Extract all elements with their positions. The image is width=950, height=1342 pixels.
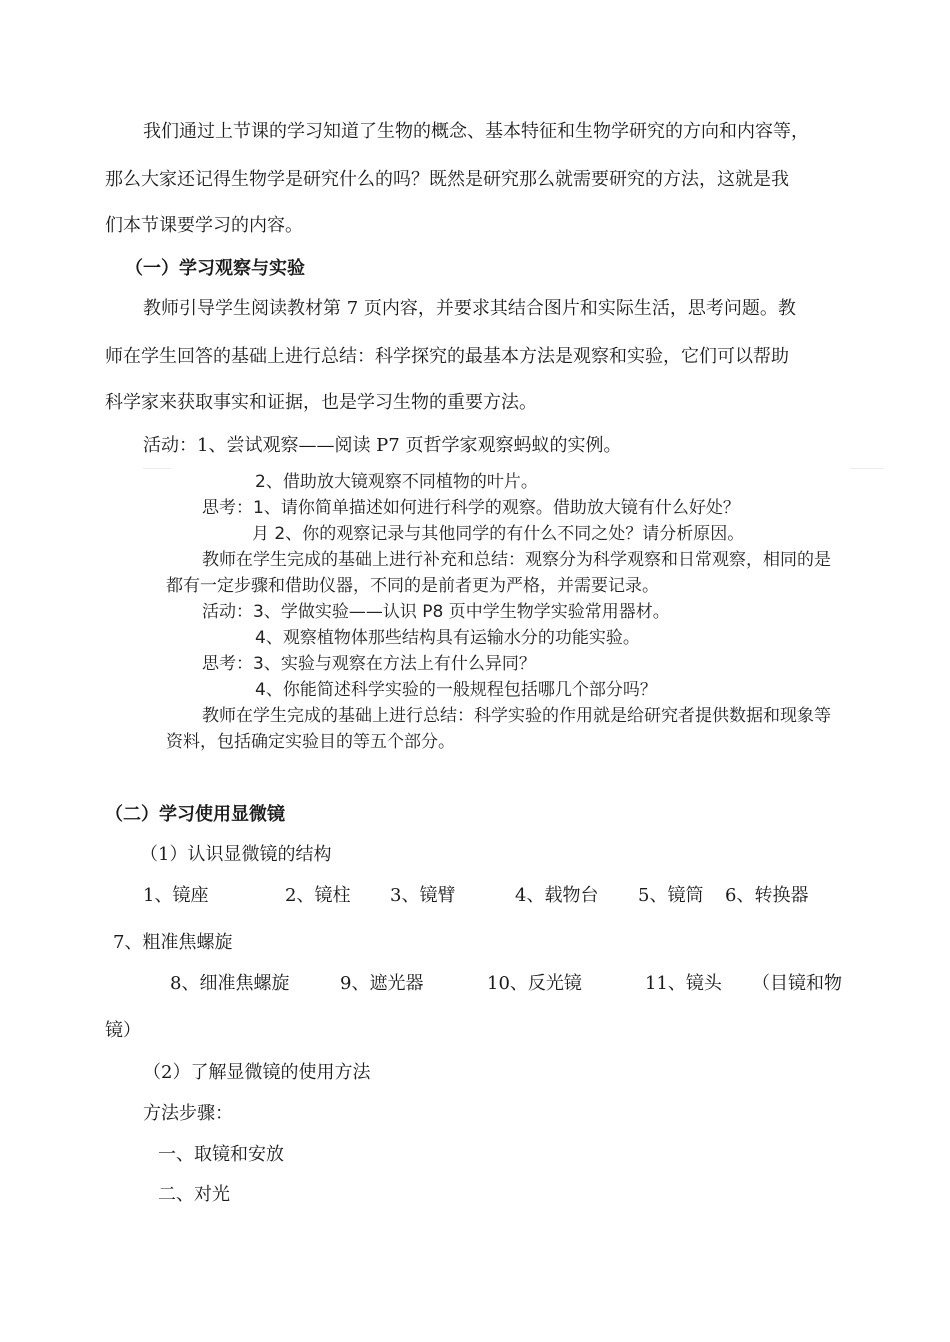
scan-line-5: 都有一定步骤和借助仪器，不同的是前者更为严格，并需要记录。	[166, 576, 659, 596]
intro-line-3: 们本节课要学习的内容。	[105, 215, 303, 236]
part-8: 8、细准焦螺旋	[170, 973, 290, 994]
scan-line-2: 思考：1、请你简单描述如何进行科学的观察。借助放大镜有什么好处？	[202, 498, 740, 518]
step-2: 二、对光	[158, 1184, 230, 1205]
section1-para-line-1: 教师引导学生阅读教材第 7 页内容，并要求其结合图片和实际生活，思考问题。教	[143, 298, 796, 319]
part-3: 3、镜臂	[390, 885, 456, 906]
scan-line-3: 月 2、你的观察记录与其他同学的有什么不同之处？请分析原因。	[252, 524, 745, 544]
scan-line-1: 2、借助放大镜观察不同植物的叶片。	[255, 472, 538, 492]
part-1: 1、镜座	[143, 885, 209, 906]
part-9: 9、遮光器	[340, 973, 424, 994]
section1-heading: （一）学习观察与实验	[125, 258, 305, 279]
part-2: 2、镜柱	[285, 885, 351, 906]
scan-top-edge-left	[143, 468, 171, 469]
intro-line-1: 我们通过上节课的学习知道了生物的概念、基本特征和生物学研究的方向和内容等，	[143, 121, 809, 142]
part-10: 10、反光镜	[487, 973, 582, 994]
scan-line-6: 活动：3、学做实验——认识 P8 页中学生物学实验常用器材。	[202, 602, 670, 622]
step-1: 一、取镜和安放	[158, 1144, 284, 1165]
scan-line-9: 4、你能简述科学实验的一般规程包括哪几个部分吗？	[255, 680, 657, 700]
section1-activity-1: 活动：1、尝试观察——阅读 P7 页哲学家观察蚂蚁的实例。	[143, 435, 622, 456]
section2-subheading-1: （1）认识显微镜的结构	[140, 844, 332, 865]
section1-para-line-2: 师在学生回答的基础上进行总结：科学探究的最基本方法是观察和实验，它们可以帮助	[105, 346, 789, 367]
part-11: 11、镜头	[645, 973, 722, 994]
part-11-note: （目镜和物	[752, 973, 842, 994]
part-6: 6、转换器	[725, 885, 809, 906]
scan-line-8: 思考：3、实验与观察在方法上有什么异同？	[202, 654, 536, 674]
intro-line-2: 那么大家还记得生物学是研究什么的吗？既然是研究那么就需要研究的方法，这就是我	[105, 169, 789, 190]
scan-line-7: 4、观察植物体那些结构具有运输水分的功能实验。	[255, 628, 640, 648]
part-5: 5、镜筒	[638, 885, 704, 906]
section2-heading: （二）学习使用显微镜	[105, 804, 285, 825]
scan-line-4: 教师在学生完成的基础上进行补充和总结：观察分为科学观察和日常观察，相同的是	[202, 550, 831, 570]
part-4: 4、载物台	[515, 885, 599, 906]
section1-para-line-3: 科学家来获取事实和证据，也是学习生物的重要方法。	[105, 392, 537, 413]
steps-label: 方法步骤：	[143, 1103, 233, 1124]
scan-top-edge-right	[850, 468, 884, 469]
microscope-parts-row-2: 7、粗准焦螺旋	[113, 932, 233, 953]
section2-subheading-2: （2）了解显微镜的使用方法	[143, 1062, 371, 1083]
scan-line-11: 资料，包括确定实验目的等五个部分。	[166, 732, 455, 752]
scan-line-10: 教师在学生完成的基础上进行总结：科学实验的作用就是给研究者提供数据和现象等	[202, 706, 831, 726]
microscope-parts-row-4: 镜）	[105, 1020, 141, 1041]
